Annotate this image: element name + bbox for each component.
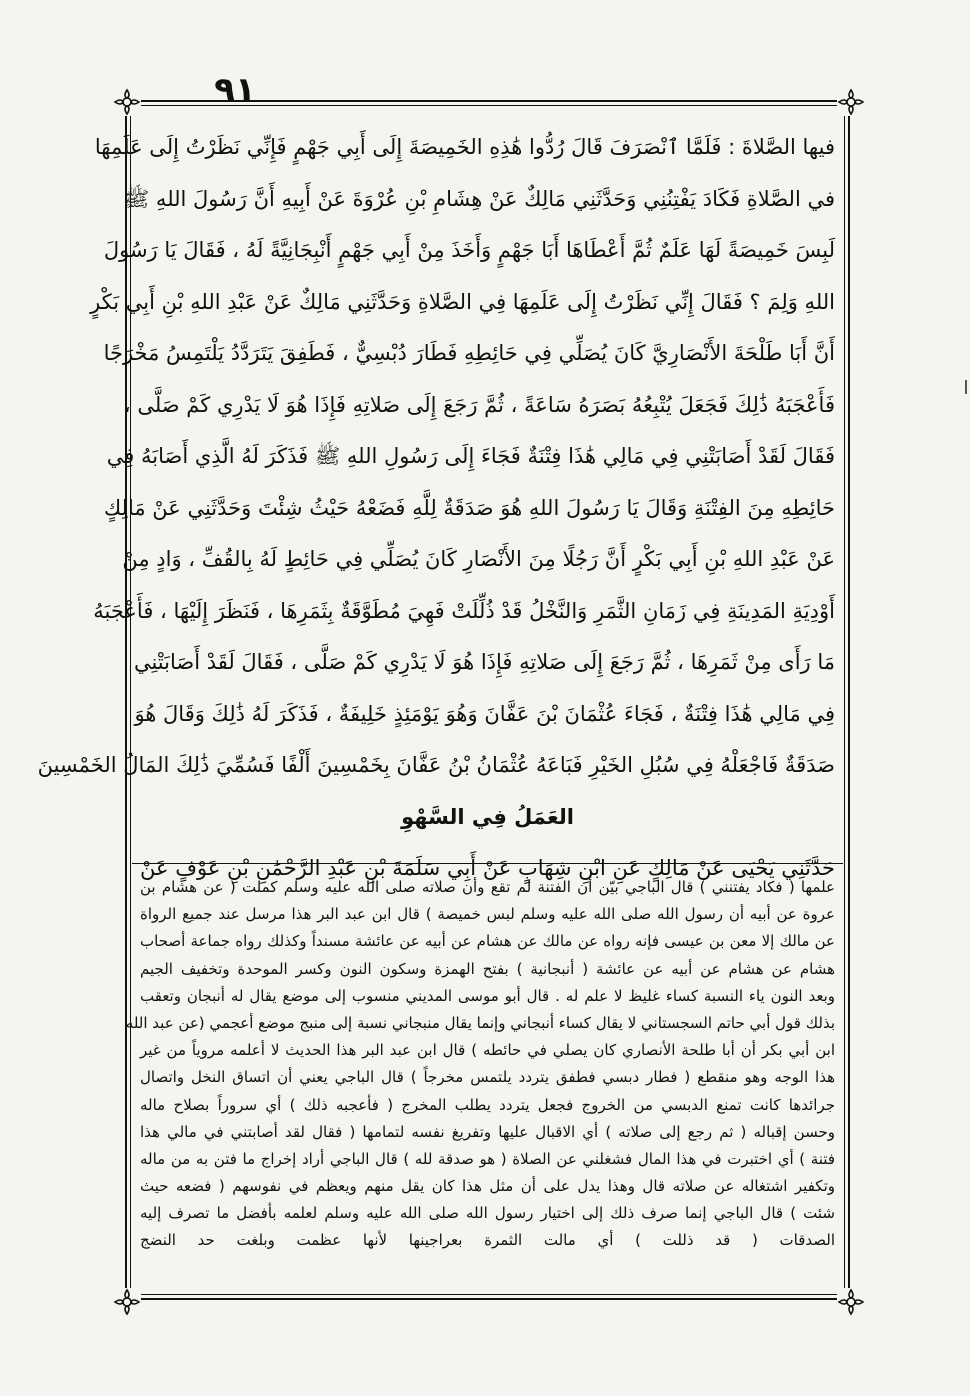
text-line: عَنْ عَبْدِ اللهِ بْنِ أَبِي بَكْرٍ أَنَّ رَجُلًا مِنَ الأَنْصَارِ كَانَ يُصَلِّي فِي حَائِطٍ لَهُ بِالقُفِّ ، وَادٍ مِنْ <box>122 547 835 571</box>
commentary-line: عن مالك إلا معن بن عيسى فإنه رواه عن مالك عن هشام عن أبيه عن عائشة مسنداً وكذلك رواه جماعة أصحاب <box>140 932 835 951</box>
commentary-line: فتنة ) أي اختبرت في هذا المال فشغلني عن الصلاة ( هو صدقة لله ) قال الباجي أراد إخراج ما فتن به من ماله <box>140 1149 835 1168</box>
text-line: في الصَّلاةِ فَكَادَ يَفْتِنُنِي وَحَدَّثَنِي مَالِكٌ عَنْ هِشَامِ بْنِ عُرْوَةَ عَنْ أَبِيهِ أَنَّ رَسُولَ اللهِ ﷺ <box>123 186 835 211</box>
commentary-line: بذلك قول أبي حاتم السجستاني لا يقال كساء أنبجاني وإنما يقال منبجاني نسبة إلى منبج موضع أعجمي (عن عبد الله <box>125 1013 835 1032</box>
commentary-line: عروة عن أبيه أن رسول الله صلى الله عليه وسلم لبس خميصة ) قال ابن عبد البر هذا مرسل عند جميع الرواة <box>140 905 835 924</box>
corner-ornament-icon <box>837 88 865 116</box>
section-heading: العَمَلُ فِي السَّهْوِ <box>401 804 574 829</box>
corner-ornament-icon <box>837 1288 865 1316</box>
corner-ornament-icon <box>113 88 141 116</box>
commentary-line: الصدقات ( قد ذللت ) أي مالت الثمرة بعراجينها لأنها عظمت وبلغت حد النضج <box>140 1231 835 1250</box>
commentary-footnotes <box>125 874 835 1255</box>
text-line: لَبِسَ خَمِيصَةً لَهَا عَلَمٌ ثُمَّ أَعْطَاهَا أَبَا جَهْمٍ وَأَخَذَ مِنْ أَبِي جَهْمٍ أَنْبِجَانِيَّةً لَهُ ، فَقَالَ يَا رَسُولَ <box>103 238 835 262</box>
text-line: أَوْدِيَةِ المَدِينَةِ فِي زَمَانِ الثَّمَرِ وَالنَّخْلُ قَدْ ذُلِّلَتْ فَهِيَ مُطَوَّقَةٌ بِثَمَرِهَا ، فَنَظَرَ إِلَيْهَا ، فَأَعْجَبَهُ <box>93 598 835 623</box>
main-hadith-text <box>37 122 835 895</box>
text-line: فيها الصَّلاةَ : فَلَمَّا ٱنْصَرَفَ قَالَ رُدُّوا هَٰذِهِ الخَمِيصَةَ إِلَى أَبِي جَهْمٍ فَإِنِّي نَظَرْتُ إِلَى عَلَمِهَا <box>94 135 835 159</box>
commentary-line: هذا الوجه وهو منقطع ( فطار دبسي فطفق يتردد يلتمس مخرجاً ) قال الباجي يعني أن اتساق النخل واتصال <box>140 1068 835 1087</box>
text-line: أَنَّ أَبَا طَلْحَةَ الأَنْصَارِيَّ كَانَ يُصَلِّي فِي حَائِطِهِ فَطَارَ دُبْسِيٌّ ، فَطَفِقَ يَتَرَدَّدُ يَلْتَمِسُ مَخْرَجًا <box>103 341 835 365</box>
text-line: صَدَقَةٌ فَاجْعَلْهُ فِي سُبُلِ الخَيْرِ فَبَاعَهُ عُثْمَانُ بْنُ عَفَّانَ بِخَمْسِينَ أَلْفًا فَسُمِّيَ ذَٰلِكَ المَالُ الخَمْسِينَ <box>37 753 835 777</box>
text-line: فِي مَالِي هَٰذَا فِتْنَةٌ ، فَجَاءَ عُثْمَانَ بْنَ عَفَّانَ وَهُوَ يَوْمَئِذٍ خَلِيفَةٌ ، فَذَكَرَ لَهُ ذَٰلِكَ وَقَالَ هُوَ <box>134 701 835 726</box>
commentary-line: وتكفير اشتغاله عن صلاته قال وهذا يدل على أن مثل هذا كان يقل منهم ويعظم في نفوسهم ( فضعه حيث <box>140 1177 835 1196</box>
corner-ornament-icon <box>113 1288 141 1316</box>
commentary-line: وبعد النون ياء النسبة كساء غليظ لا علم له . قال أبو موسى المديني منسوب إلى موضع يقال له أنبجان وتعقب <box>140 986 835 1005</box>
text-line: فَأَعْجَبَهُ ذَٰلِكَ فَجَعَلَ يُتْبِعُهُ بَصَرَهُ سَاعَةً ، ثُمَّ رَجَعَ إِلَى صَلاتِهِ فَإِذَا هُوَ لَا يَدْرِي كَمْ صَلَّى ، <box>123 392 835 417</box>
scan-artifact <box>965 380 967 394</box>
commentary-line: جرائدها كانت تمنع الدبسي من الخروج فجعل يتردد يطلب المخرج ( فأعجبه ذلك ) أي سروراً بصلاح ماله <box>140 1095 835 1114</box>
text-line: حَائِطِهِ مِنَ الفِتْنَةِ وَقَالَ يَا رَسُولَ اللهِ هُوَ صَدَقَةٌ لِلَّهِ فَضَعْهُ حَيْثُ شِئْتَ وَحَدَّثَنِي عَنْ مَالِكٍ <box>103 495 835 520</box>
text-line: فَقَالَ لَقَدْ أَصَابَتْنِي فِي مَالِي هَٰذَا فِتْنَةٌ فَجَاءَ إِلَى رَسُولِ اللهِ ﷺ فَذَكَرَ لَهُ الَّذِي أَصَابَهُ فِي <box>106 444 835 468</box>
commentary-line: ابن أبي بكر أن أبا طلحة الأنصاري كان يصلي في حائطه ) قال ابن عبد البر هذا الحديث لا أعلمه مروياً من غير <box>140 1041 835 1060</box>
page-number: ٩١ <box>214 70 256 110</box>
text-divider <box>132 863 843 864</box>
text-line: حَدَّثَنِي يَحْيَى عَنْ مَالِكٍ عَنِ ابْنِ شِهَابٍ عَنْ أَبِي سَلَمَةَ بْنِ عَبْدِ الرَّحْمَٰنِ بْنِ عَوْفٍ عَنْ <box>140 856 835 880</box>
commentary-line: وحسن إقباله ( ثم رجع إلى صلاته ) أي الاقبال عليها وتفريغ نفسه لتمامها ( فقال لقد أصابتني في مالي هذا <box>140 1122 835 1141</box>
text-line: اللهِ وَلِمَ ؟ فَقَالَ إِنِّي نَظَرْتُ إِلَى عَلَمِهَا فِي الصَّلاةِ وَحَدَّثَنِي مَالِكٌ عَنْ عَبْدِ اللهِ بْنِ أَبِي بَكْرٍ <box>90 289 835 314</box>
commentary-line: علمها ( فكاد يفتنني ) قال الباجي بيّن أن الفتنة لم تقع وأن صلاته صلى الله عليه وسلم كملت ( عن هشام بن <box>140 878 835 896</box>
commentary-line: شئت ) قال الباجي إنما صرف ذلك إلى اختيار رسول الله صلى الله عليه وسلم لعلمه بأفضل ما تصرف إليه <box>140 1204 835 1223</box>
text-line: مَا رَأَى مِنْ ثَمَرِهَا ، ثُمَّ رَجَعَ إِلَى صَلاتِهِ فَإِذَا هُوَ لَا يَدْرِي كَمْ صَلَّى ، فَقَالَ لَقَدْ أَصَابَتْنِي <box>133 650 835 674</box>
commentary-line: هشام عن هشام عن أبيه عن عائشة ( أنبجانية ) بفتح الهمزة وسكون النون وكسر الموحدة وتخفيف الجيم <box>140 959 835 978</box>
